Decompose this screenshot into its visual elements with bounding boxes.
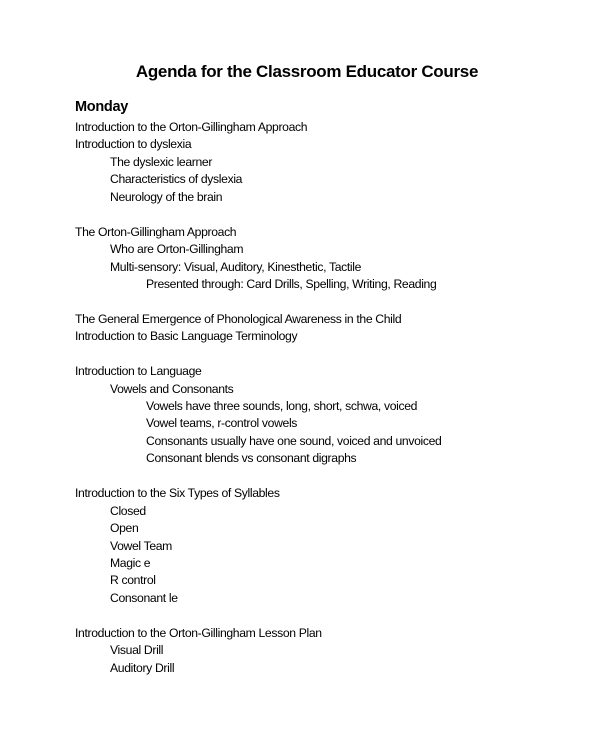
agenda-item: Consonant le xyxy=(110,590,178,605)
agenda-item: Consonant blends vs consonant digraphs xyxy=(146,451,357,466)
agenda-item: Closed xyxy=(110,503,146,518)
agenda-item: The Orton-Gillingham Approach xyxy=(75,224,237,239)
blank-line xyxy=(75,293,595,310)
agenda-item: Who are Orton-Gillingham xyxy=(110,242,244,257)
agenda-item: Characteristics of dyslexia xyxy=(110,172,243,187)
agenda-item: Vowels have three sounds, long, short, schwa, voiced xyxy=(146,399,418,413)
agenda-item: Open xyxy=(110,521,139,536)
agenda-item: Introduction to the Six Types of Syllables xyxy=(75,486,280,501)
agenda-list xyxy=(75,119,595,677)
agenda-item: Visual Drill xyxy=(110,643,164,658)
agenda-item: Multi-sensory: Visual, Auditory, Kinesthetic, Tactile xyxy=(110,259,362,274)
agenda-item: The dyslexic learner xyxy=(110,154,213,169)
agenda-item: Magic e xyxy=(110,555,151,570)
agenda-item: Introduction to dyslexia xyxy=(75,137,192,152)
agenda-item: Introduction to Basic Language Terminology xyxy=(75,329,298,344)
blank-line xyxy=(75,206,595,223)
agenda-item: Vowel teams, r-control vowels xyxy=(146,416,298,431)
blank-line xyxy=(75,346,595,363)
agenda-item: R control xyxy=(110,573,156,588)
agenda-item: Consonants usually have one sound, voiced and unvoiced xyxy=(146,433,442,448)
blank-line xyxy=(75,607,595,624)
document-title: Agenda for the Classroom Educator Course xyxy=(135,62,479,81)
blank-line xyxy=(75,468,595,485)
agenda-item: Vowels and Consonants xyxy=(110,381,234,396)
day-heading: Monday xyxy=(75,99,128,115)
agenda-item: Vowel Team xyxy=(110,538,172,553)
agenda-item: Introduction to the Orton-Gillingham Approach xyxy=(75,120,308,134)
agenda-item: Presented through: Card Drills, Spelling, Writing, Reading xyxy=(146,276,437,291)
agenda-item: Neurology of the brain xyxy=(110,189,223,204)
agenda-item: Introduction to the Orton-Gillingham Lesson Plan xyxy=(75,625,322,640)
agenda-item: Auditory Drill xyxy=(110,660,175,675)
agenda-item: Introduction to Language xyxy=(75,364,202,379)
agenda-item: The General Emergence of Phonological Awareness in the Child xyxy=(75,311,402,326)
